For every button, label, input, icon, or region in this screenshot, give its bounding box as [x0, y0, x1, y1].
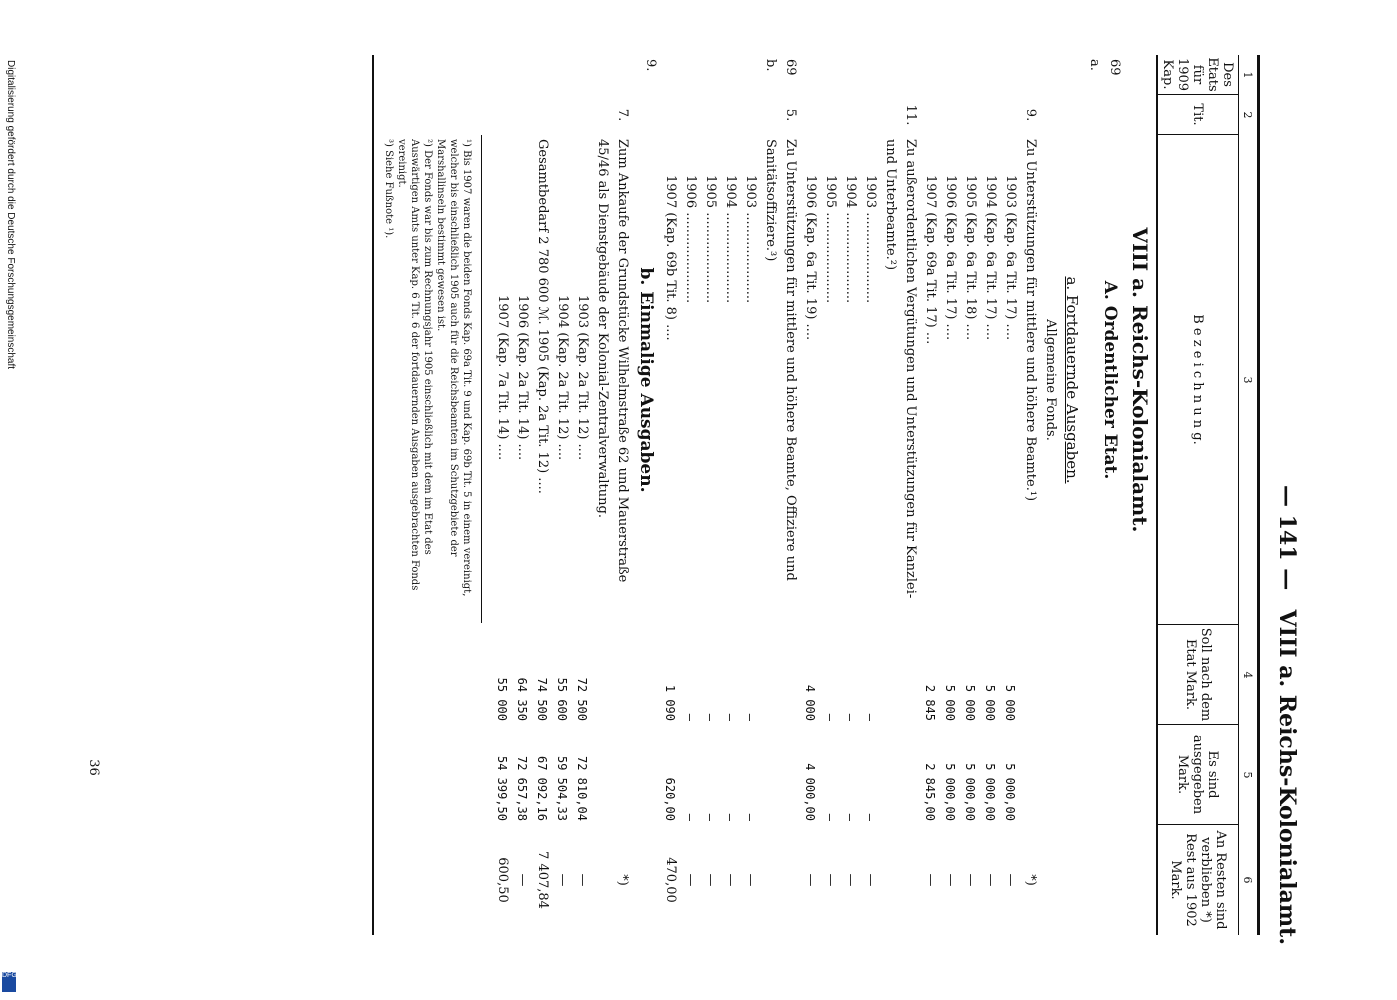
- table-row: 1904 (Kap. 6a Tit. 17) .... 5 000 5 000,00 —: [983, 175, 998, 887]
- table-row: 69 b. 5. Zu Unterstützungen für mittlere und höhere Beamte, Offiziere und Sanitätsoffiziere.³): [763, 59, 798, 581]
- footnote-3: ³) Siehe Fußnote ¹).: [383, 139, 394, 239]
- table-row: 1907 (Kap. 7a Tit. 14) .... 55 000 54 399,50 600,50: [495, 295, 510, 903]
- table-row: 1906 (Kap. 2a Tit. 14) .... 64 350 72 657,38 —: [515, 295, 530, 887]
- column-numbers: 1 2 3 4 5 6: [1238, 55, 1257, 935]
- table-row: 11. Zu außerordentlichen Vergütungen und Unterstützungen für Kanzlei- und Unterbeamte.²): [883, 104, 918, 599]
- dfg-logo: DFG: [2, 972, 16, 992]
- table-row: Gesamtbedarf 2 780 600 ℳ. 1905 (Kap. 2a Tit. 12) .... 74 500 67 092,16 7 407,84: [535, 139, 550, 909]
- page-number: — 141 —: [1274, 485, 1300, 591]
- table-row: 1903 ...................... — — —: [863, 175, 878, 887]
- footnotes: [374, 135, 482, 623]
- table-row: 1904 ...................... — — —: [723, 175, 738, 887]
- table-row: 7. Zum Ankaufe der Grundstücke Wilhelmstraße 62 und Mauerstraße 45/46 als Dienstgebäude der Kolonial-Zentralverwaltung. *): [595, 108, 630, 886]
- digitization-note: Digitalisierung gefördert durch die Deutsche Forschungsgemeinschaft: [5, 60, 16, 370]
- table-row: 1903 (Kap. 2a Tit. 12) .... 72 500 72 810,04 —: [575, 295, 590, 887]
- header-soll: Soll nach dem Etat Mark.: [1158, 625, 1238, 725]
- budget-table: 1 2 3 4 5 6 Des Etats für 1909 Kap. Tit. B e z e i c h n u n g. Soll nach dem Etat Mark. Es sind ausgegeben Mark. An Resten sind verblieben *) Rest aus 1902 Mark. VIII a. Reichs-Kolonialamt. 69 a. A. Ordentlicher Etat. a. Fortdauernde Ausgaben. Allgemeine Fonds. 9. Zu Unterstützungen für mittlere und höhere Beamte.¹) *) 1903 (Kap. 6a Tit. 17) .... 5 000 5 000,00 — 1904 (Kap. 6a Tit. 17) .... 5 000 5 000,00 — 1905 (Kap. 6a Tit. 18) .... 5 000 5 000,00 — 1906 (Kap. 6a Tit. 17) .... 5 000 5 000,00 — 1907 (Kap. 69a Tit. 17) ... 2 845 2 845,00 — 11. Zu außerordentlichen Vergütungen und Unterstützungen für Kanzlei- und Unterbeamte.²) 1903 ...................... — — — 1904 ...................... — — — 1905 ...................... — — — 1906 (Kap. 6a Tit. 19) .... 4 000 4 000,00 — 69 b. 5. Zu Unterstützungen für mittlere und höhere Beamte, Offiziere und Sanitätsoffiziere.³) 1903 ...................... — — — 1904 ...................... — — — 1905 ...................... — — — 1906 ...................... — — — 1907 (Kap. 69b Tit. 8) .... 1 090 620,00 470,00 9. b. Einmalige Ausgaben. 7. Zum Ankaufe der Grundstücke Wilhelmstraße 62 und Mauerstraße 45/46 als Dienstgebäude der Kolonial-Zentralverwaltung. *) 1903 (Kap. 2a Tit. 12) .... 72 500 72 810,04 — 1904 (Kap. 2a Tit. 12) .... 55 600 59 504,33 — Gesamtbedarf 2 780 600 ℳ. 1905 (Kap. 2a Tit. 12) .... 74 500 67 092,16 7 407,84 1906 (Kap. 2a Tit. 14) .... 64 350 72 657,38 — 1907 (Kap. 7a Tit. 14) .... 55 000 54 399,50 600,50 ¹) Bis 1907 waren die beiden Fonds Kap. 69a Tit. 9 und Kap. 69b Tit. 5 in einem vereinigt, welcher bis einschließlich 1905 auch für die Reichsbeamten im Schutzgebiete der Marshallinseln bestimmt gewesen ist. ²) Der Fonds war bis zum Rechnungsjahr 1905 einschließlich mit dem im Etat des Auswärtigen Amts unter Kap. 6 Tit. 6 der fortdauernden Ausgaben ausgebrachten Fonds vereinigt. ³) Siehe Fußnote ¹).: [372, 55, 1260, 935]
- rotated-table-page: [100, 55, 1300, 945]
- table-row: 1907 (Kap. 69b Tit. 8) .... 1 090 620,00 470,00: [663, 175, 678, 903]
- table-header: [1156, 55, 1238, 935]
- table-row: 9. Zu Unterstützungen für mittlere und höhere Beamte.¹) *): [1023, 108, 1038, 886]
- table-row: 1906 (Kap. 6a Tit. 19) .... 4 000 4 000,00 —: [803, 175, 818, 887]
- table-row: 1903 ...................... — — —: [743, 175, 758, 887]
- header-reste: An Resten sind verblieben *) Rest aus 1902 Mark.: [1168, 830, 1228, 930]
- header-ausgegeben: Es sind ausgegeben Mark.: [1158, 725, 1238, 825]
- table-row: 1905 ...................... — — —: [703, 175, 718, 887]
- sheet-number: 36: [85, 759, 101, 776]
- footnote-1: ¹) Bis 1907 waren die beiden Fonds Kap. 69a Tit. 9 und Kap. 69b Tit. 5 in einem vereinigt, welcher bis einschließlich 1905 auch für die Reichsbeamten im Schutzgebiete der Marshallinseln bestimmt gewesen ist.: [435, 139, 472, 597]
- footnote-2: ²) Der Fonds war bis zum Rechnungsjahr 1905 einschließlich mit dem im Etat des Auswärtigen Amts unter Kap. 6 Tit. 6 der fortdauernden Ausgaben ausgebrachten Fonds vereinigt.: [396, 139, 433, 591]
- table-row: 1904 ...................... — — —: [843, 175, 858, 887]
- table-row: 1905 (Kap. 6a Tit. 18) .... 5 000 5 000,00 —: [963, 175, 978, 887]
- table-row: 1906 (Kap. 6a Tit. 17) .... 5 000 5 000,00 —: [943, 175, 958, 887]
- table-row: 1907 (Kap. 69a Tit. 17) ... 2 845 2 845,00 —: [923, 175, 938, 887]
- table-row: 1904 (Kap. 2a Tit. 12) .... 55 600 59 504,33 —: [555, 295, 570, 887]
- header-tit: Tit.: [1158, 95, 1238, 135]
- header-bezeichnung: B e z e i c h n u n g.: [1158, 135, 1238, 625]
- table-row: 1906 ...................... — — —: [683, 175, 698, 887]
- header-kap: Des Etats für 1909 Kap.: [1158, 55, 1238, 95]
- table-row: 1905 ...................... — — —: [823, 175, 838, 887]
- table-row: 1903 (Kap. 6a Tit. 17) .... 5 000 5 000,00 —: [1003, 175, 1018, 887]
- section-heading: VIII a. Reichs-Kolonialamt.: [1128, 227, 1152, 533]
- page-title: VIII a. Reichs-Kolonialamt.: [1274, 609, 1300, 945]
- page-header: [1270, 55, 1300, 945]
